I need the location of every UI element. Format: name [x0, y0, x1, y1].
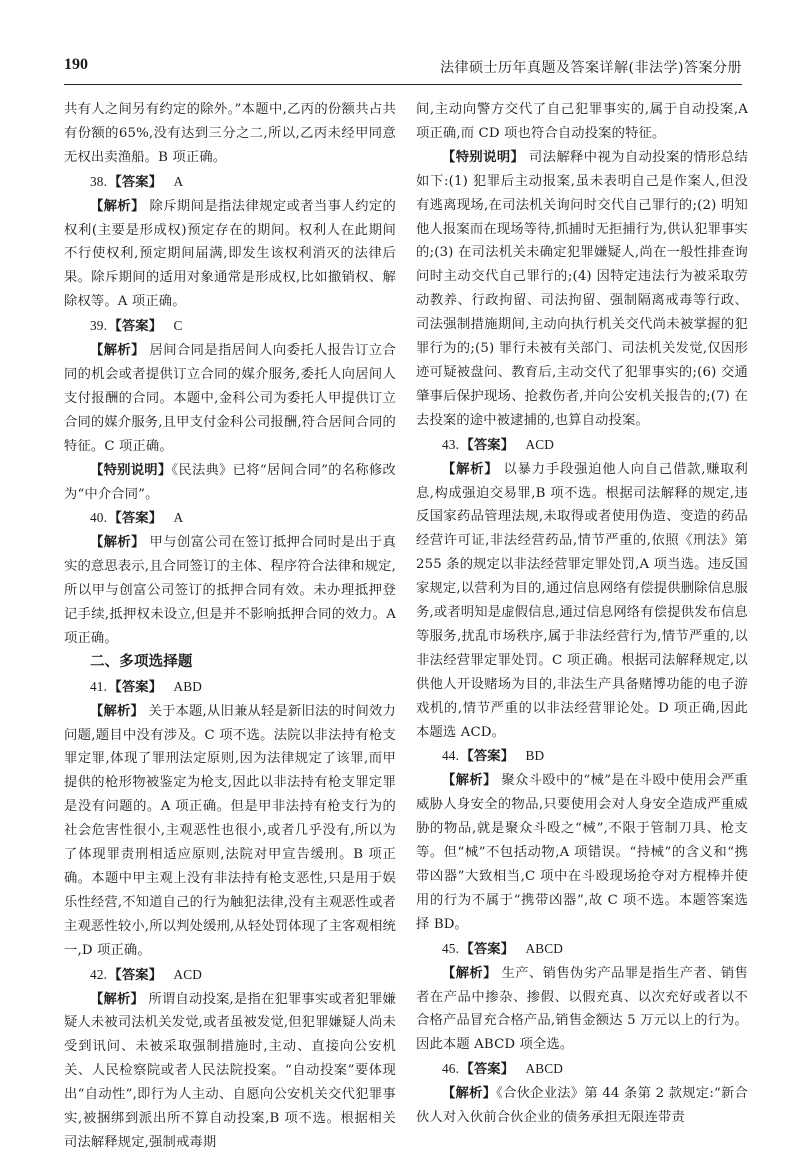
answer-value: ACD: [173, 966, 203, 982]
answer-42: [64, 963, 396, 988]
explanation-38: [64, 195, 396, 315]
answer-value: BD: [525, 748, 545, 764]
question-number: 40.: [90, 510, 108, 526]
right-column: [416, 98, 748, 1130]
paragraph-continuation: 间,主动向警方交代了自己犯罪事实的,属于自动投案,A 项正确,而 CD 项也符合自动投案的特征。: [416, 102, 748, 141]
answer-tag: 【答案】: [460, 941, 515, 957]
explanation-41: [64, 700, 396, 963]
answer-value: ACD: [525, 436, 555, 452]
explanation-text: 所谓自动投案,是指在犯罪事实或者犯罪嫌疑人未被司法机关发觉,或者虽被发觉,但犯罪嫌疑人尚未受到讯问、未被采取强制措施时,主动、直接向公安机关、人民检察院或者人民法院投案。“自动投案”要体现出“自动性”,即行为人主动、自愿向公安机关交代犯罪事实,被捆绑到派出所不算自动投案,B 项不选。根据相关司法解释规定,强制戒毒期: [64, 991, 396, 1150]
explanation-text: 《合伙企业法》第 44 条第 2 款规定:“新合伙人对入伙前合伙企业的债务承担无限连带责: [416, 1086, 748, 1126]
explanation-45: [416, 962, 748, 1058]
page-number: 190: [64, 56, 88, 73]
explanation-label: 【解析】: [442, 965, 497, 981]
explanation-40: [64, 531, 396, 651]
answer-value: A: [173, 510, 184, 526]
answer-tag: 【答案】: [460, 1062, 515, 1078]
explanation-text: 除斥期间是指法律规定或者当事人约定的权利(主要是形成权)预定存在的期间。权利人在此期间不行使权利,预定期间届满,即发生该权利消灭的法律后果。除斥期间的适用对象通常是形成权,比如撤销权、解除权等。A 项正确。: [64, 198, 396, 310]
answer-value: A: [173, 173, 184, 189]
page-header: [64, 48, 742, 85]
answer-43: [416, 433, 748, 458]
answer-tag: 【答案】: [108, 174, 163, 190]
special-note-text: 《民法典》已将“居间合同”的名称修改为“中介合同”。: [64, 462, 396, 502]
question-number: 46.: [442, 1061, 460, 1077]
explanation-42: [64, 988, 396, 1155]
question-number: 42.: [90, 966, 108, 982]
paragraph-continuation: 共有人之间另有约定的除外。”本题中,乙丙的份额共占共有份额的65%,没有达到三分之二,所以,乙丙未经甲同意无权出卖渔船。B 项正确。: [64, 102, 396, 165]
explanation-label: 【解析】: [90, 343, 145, 359]
answer-value: ABD: [173, 678, 203, 694]
special-note-39: [64, 459, 396, 507]
answer-value: ABCD: [525, 940, 564, 956]
question-number: 39.: [90, 318, 108, 334]
explanation-label: 【解析】: [90, 198, 145, 214]
question-number: 43.: [442, 436, 460, 452]
explanation-39: [64, 339, 396, 459]
special-note-42: [416, 146, 748, 433]
answer-39: [64, 314, 396, 339]
question-number: 38.: [90, 173, 108, 189]
explanation-text: 生产、销售伪劣产品罪是指生产者、销售者在产品中掺杂、掺假、以假充真、以次充好或者以不合格产品冒充合格产品,销售金额达 5 万元以上的行为。因此本题 ABCD 项全选。: [416, 965, 748, 1053]
answer-46: [416, 1057, 748, 1082]
answer-40: [64, 506, 396, 531]
explanation-44: [416, 769, 748, 936]
explanation-label: 【解析】: [90, 991, 145, 1007]
answer-tag: 【答案】: [108, 967, 163, 983]
answer-value: ABCD: [525, 1061, 564, 1077]
special-note-label: 【特别说明】: [90, 462, 172, 478]
section-heading: 二、多项选择题: [90, 653, 193, 670]
answer-tag: 【答案】: [108, 511, 163, 527]
explanation-label: 【解析】: [442, 773, 497, 789]
special-note-text: 司法解释中视为自动投案的情形总结如下:(1) 犯罪后主动报案,虽未表明自己是作案人,但没有逃离现场,在司法机关询问时交代自己罪行的;(2) 明知他人报案而在现场等待,抓捕时无拒捕行为,供认犯罪事实的;(3) 在司法机关未确定犯罪嫌疑人,尚在一般性排查询问时主动交代自己罪行的;(4) 因特定违法行为被采取劳动教养、行政拘留、司法拘留、强制隔离戒毒等行政、司法强制措施期间,主动向执行机关交代尚未被掌握的犯罪行为的;(5) 罪行未被有关部门、司法机关发觉,仅因形迹可疑被盘问、教育后,主动交代了犯罪事实的;(6) 交通肇事后保护现场、抢救伤者,并向公安机关报告的;(7) 在去投案的途中被逮捕的,也算自动投案。: [416, 149, 748, 428]
explanation-text: 聚众斗殴中的“械”是在斗殴中使用会严重威胁人身安全的物品,只要使用会对人身安全造成严重威胁的物品,就是聚众斗殴之“械”,不限于管制刀具、枪支等。但“械”不包括动物,A 项错误。“持械”的含义和“携带凶器”大致相当,C 项中在斗殴现场抢夺对方棍棒并使用的行为不属于“携带凶器”,故 C 项不选。本题答案选择 BD。: [416, 773, 748, 932]
answer-45: [416, 937, 748, 962]
explanation-43: [416, 458, 748, 745]
question-number: 44.: [442, 748, 460, 764]
question-number: 41.: [90, 678, 108, 694]
special-note-label: 【特别说明】: [442, 149, 525, 165]
explanation-text: 以暴力手段强迫他人向自己借款,赚取利息,构成强迫交易罪,B 项不选。根据司法解释的规定,违反国家药品管理法规,未取得或者使用伪造、变造的药品经营许可证,非法经营药品,情节严重的,依照《刑法》第 255 条的规定以非法经营罪定罪处罚,A 项当选。违反国家规定,以营利为目的,通过信息网络有偿提供删除信息服务,或者明知是虚假信息,通过信息网络有偿提供发布信息等服务,扰乱市场秩序,属于非法经营行为,情节严重的,以非法经营罪定罪处罚。C 项正确。根据司法解释规定,以供他人开设赌场为目的,非法生产具备赌博功能的电子游戏机的,情节严重的以非法经营罪论处。D 项正确,因此本题选 ACD。: [416, 461, 748, 740]
explanation-label: 【解析】: [90, 535, 145, 551]
explanation-label: 【解析】: [442, 461, 499, 477]
explanation-text: 甲与创富公司在签订抵押合同时是出于真实的意思表示,且合同签订的主体、程序符合法律和规定,所以甲与创富公司签订的抵押合同有效。未办理抵押登记手续,抵押权未设立,但是并不影响抵押合同的效力。A 项正确。: [64, 535, 396, 646]
explanation-text: 关于本题,从旧兼从轻是新旧法的时间效力问题,题目中没有涉及。C 项不选。法院以非法持有枪支罪定罪,体现了罪刑法定原则,因为法律规定了该罪,而甲提供的枪形物被鉴定为枪支,因此以非法持有枪支罪定罪是没有问题的。A 项正确。但是甲非法持有枪支行为的社会危害性很小,主观恶性也很小,或者几乎没有,所以为了体现罪责刑相适应原则,法院对甲宣告缓刑。B 项正确。本题中甲主观上没有非法持有枪支恶性,只是用于娱乐性经营,不知道自己的行为触犯法律,没有主观恶性或者主观恶性较小,所以判处缓刑,从轻处罚体现了主客观相统一,D 项正确。: [64, 703, 396, 958]
answer-41: [64, 675, 396, 700]
explanation-46: [416, 1082, 748, 1130]
left-column: [64, 98, 396, 1155]
answer-38: [64, 170, 396, 195]
answer-tag: 【答案】: [460, 437, 515, 453]
running-title: 法律硕士历年真题及答案详解(非法学)答案分册: [440, 60, 742, 76]
explanation-label: 【解析】: [442, 1086, 497, 1102]
explanation-label: 【解析】: [90, 703, 145, 719]
answer-tag: 【答案】: [108, 319, 163, 335]
question-number: 45.: [442, 940, 460, 956]
answer-tag: 【答案】: [108, 679, 163, 695]
answer-value: C: [173, 318, 183, 334]
answer-44: [416, 744, 748, 769]
explanation-text: 居间合同是指居间人向委托人报告订立合同的机会或者提供订立合同的媒介服务,委托人向居间人支付报酬的合同。本题中,金科公司为委托人甲提供订立合同的媒介服务,且甲支付金科公司报酬,符合居间合同的特征。C 项正确。: [64, 343, 396, 454]
answer-tag: 【答案】: [460, 749, 515, 765]
